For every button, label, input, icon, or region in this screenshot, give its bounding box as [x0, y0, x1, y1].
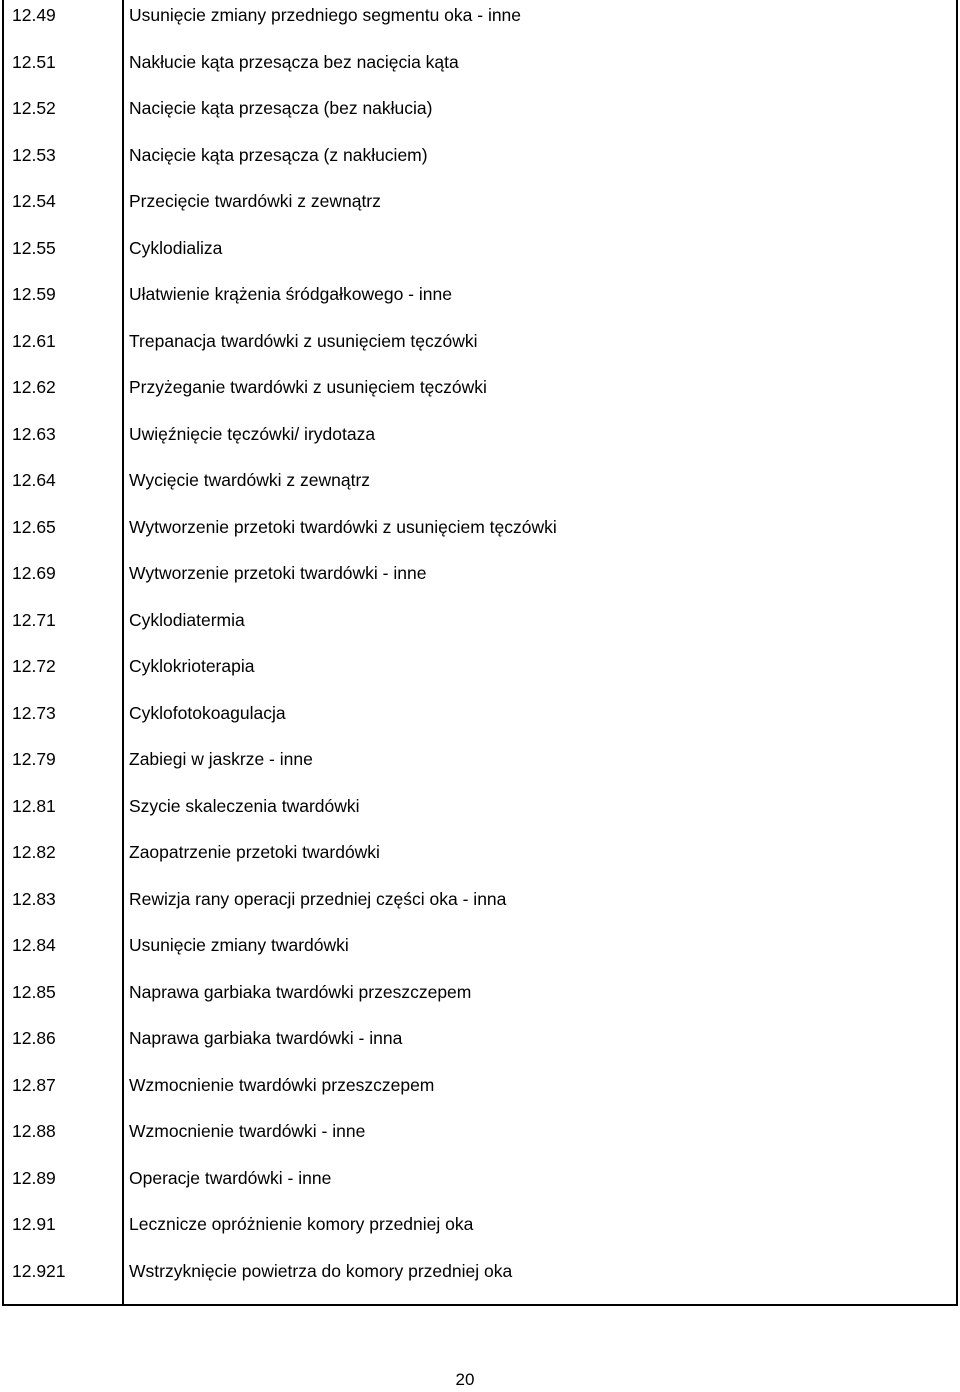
- table-row: [4, 837, 956, 884]
- table-row: [4, 1023, 956, 1070]
- procedure-code: 12.59: [12, 284, 56, 304]
- procedure-label: Uwięźnięcie tęczówki/ irydotaza: [129, 423, 376, 444]
- procedure-label: Szycie skaleczenia twardówki: [129, 795, 360, 816]
- procedure-code: 12.79: [12, 749, 56, 769]
- procedure-label: Przecięcie twardówki z zewnątrz: [129, 191, 381, 211]
- procedure-label: Nakłucie kąta przesącza bez nacięcia kąta: [129, 51, 459, 72]
- procedure-code: 12.84: [12, 935, 56, 955]
- procedure-label: Wycięcie twardówki z zewnątrz: [129, 470, 371, 490]
- procedure-code: 12.88: [12, 1121, 56, 1141]
- procedure-code: 12.89: [12, 1167, 56, 1188]
- page-number: 20: [455, 1370, 475, 1389]
- procedure-code: 12.52: [12, 98, 56, 118]
- table-row: [4, 279, 956, 326]
- table-row: [4, 1209, 956, 1256]
- procedure-label: Usunięcie zmiany przedniego segmentu oka - inne: [129, 5, 522, 25]
- procedure-label: Naprawa garbiaka twardówki - inna: [129, 1028, 403, 1048]
- procedure-code: 12.91: [12, 1214, 56, 1234]
- table-row: [4, 186, 956, 233]
- table-row: [4, 47, 956, 94]
- procedure-code: 12.62: [12, 377, 56, 397]
- table-row: [4, 1070, 956, 1117]
- table-row: [4, 791, 956, 838]
- procedure-code: 12.72: [12, 656, 56, 676]
- table-body: [4, 0, 956, 1302]
- procedure-label: Usunięcie zmiany twardówki: [129, 935, 349, 955]
- table-row: [4, 93, 956, 140]
- procedure-label: Rewizja rany operacji przedniej części oka - inna: [129, 888, 507, 909]
- procedure-code: 12.86: [12, 1028, 56, 1048]
- procedure-label: Nacięcie kąta przesącza (z nakłuciem): [129, 144, 428, 165]
- table-row: [4, 977, 956, 1024]
- table-row: [4, 419, 956, 466]
- procedure-code: 12.82: [12, 842, 56, 862]
- procedure-code: 12.55: [12, 237, 56, 258]
- table-row: [4, 698, 956, 745]
- procedure-code: 12.87: [12, 1074, 56, 1095]
- procedure-code: 12.53: [12, 144, 56, 165]
- table-row: [4, 930, 956, 977]
- procedure-label: Zaopatrzenie przetoki twardówki: [129, 842, 380, 862]
- procedure-label: Wzmocnienie twardówki przeszczepem: [129, 1074, 435, 1095]
- procedure-code: 12.83: [12, 888, 56, 909]
- procedure-label: Wytworzenie przetoki twardówki - inne: [129, 563, 427, 583]
- procedure-code: 12.63: [12, 423, 56, 444]
- procedure-code: 12.73: [12, 702, 56, 723]
- table-row: [4, 233, 956, 280]
- procedure-label: Operacje twardówki - inne: [129, 1167, 332, 1188]
- procedure-label: Cyklokrioterapia: [129, 656, 255, 676]
- procedure-code: 12.69: [12, 563, 56, 583]
- procedure-code: 12.921: [12, 1260, 66, 1281]
- table-row: [4, 744, 956, 791]
- procedure-label: Cyklofotokoagulacja: [129, 702, 286, 723]
- table-row: [4, 465, 956, 512]
- procedure-code: 12.65: [12, 516, 56, 537]
- procedure-label: Naprawa garbiaka twardówki przeszczepem: [129, 981, 472, 1002]
- procedure-code: 12.64: [12, 470, 56, 490]
- procedure-table: [2, 0, 958, 1306]
- table-row: [4, 140, 956, 187]
- table-row: [4, 1256, 956, 1303]
- procedure-label: Trepanacja twardówki z usunięciem tęczówki: [129, 330, 478, 351]
- table-row: [4, 605, 956, 652]
- table-row: [4, 1163, 956, 1210]
- procedure-label: Zabiegi w jaskrze - inne: [129, 749, 313, 769]
- procedure-label: Wytworzenie przetoki twardówki z usunięciem tęczówki: [129, 516, 557, 537]
- procedure-code: 12.81: [12, 795, 56, 816]
- procedure-code: 12.71: [12, 609, 56, 630]
- table-row: [4, 372, 956, 419]
- procedure-label: Ułatwienie krążenia śródgałkowego - inne: [129, 284, 452, 304]
- procedure-label: Cyklodializa: [129, 237, 223, 258]
- table-row: [4, 651, 956, 698]
- procedure-label: Cyklodiatermia: [129, 609, 245, 630]
- procedure-code: 12.54: [12, 191, 56, 211]
- procedure-label: Wzmocnienie twardówki - inne: [129, 1121, 366, 1141]
- procedure-label: Wstrzyknięcie powietrza do komory przedniej oka: [129, 1260, 513, 1281]
- procedure-label: Lecznicze opróżnienie komory przedniej oka: [129, 1214, 474, 1234]
- procedure-code: 12.61: [12, 330, 56, 351]
- table-row: [4, 884, 956, 931]
- procedure-code: 12.51: [12, 51, 56, 72]
- table-row: [4, 558, 956, 605]
- table-row: [4, 0, 956, 47]
- procedure-label: Przyżeganie twardówki z usunięciem tęczówki: [129, 377, 487, 397]
- procedure-code: 12.49: [12, 5, 56, 25]
- procedure-code: 12.85: [12, 981, 56, 1002]
- table-row: [4, 1116, 956, 1163]
- table-row: [4, 326, 956, 373]
- table-row: [4, 512, 956, 559]
- procedure-label: Nacięcie kąta przesącza (bez nakłucia): [129, 98, 433, 118]
